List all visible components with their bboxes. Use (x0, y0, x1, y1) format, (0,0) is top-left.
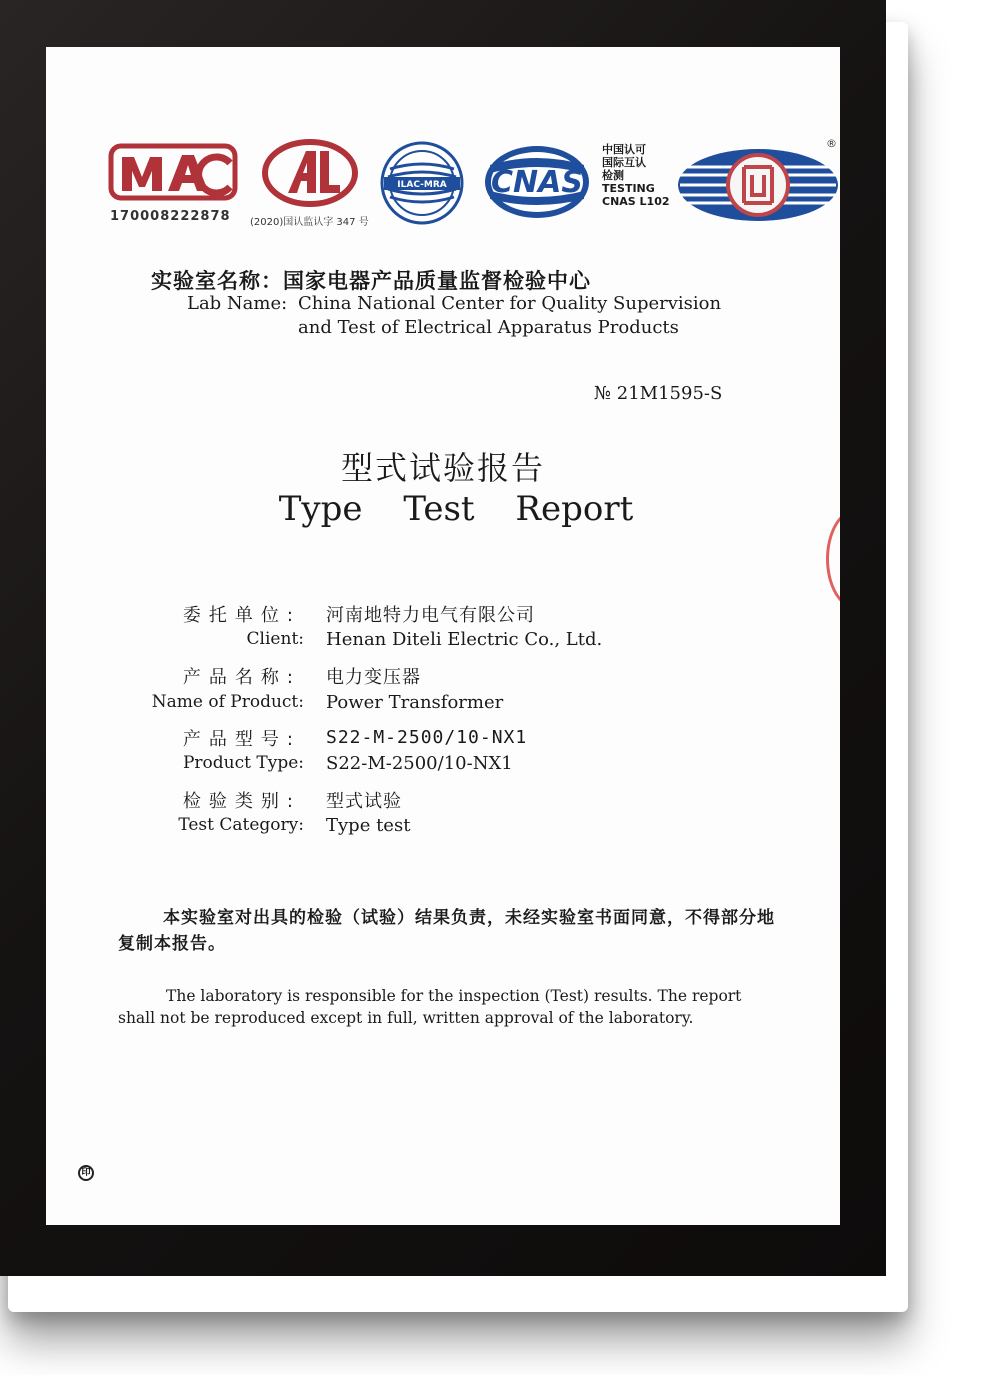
cnas-en-line2: CNAS L102 (602, 195, 670, 208)
lab-name-label: Lab Name: (187, 293, 288, 314)
product-name-label-cn: 产品名称: (182, 667, 301, 688)
product-name-label-en: Name of Product: (151, 692, 304, 712)
product-name-value-en: Power Transformer (326, 692, 504, 713)
test-category-value-cn: 型式试验 (326, 791, 402, 812)
client-value-cn: 河南地特力电气有限公司 (326, 605, 535, 626)
cnas-logo (482, 143, 592, 221)
cal-number: (2020)国认监认字 347 号 (250, 217, 369, 228)
report-number: № 21M1595-S (594, 383, 723, 404)
certificate-paper (46, 47, 840, 1225)
product-type-label-en: Product Type: (182, 753, 304, 773)
registered-mark: ® (826, 137, 837, 150)
product-name-value-cn: 电力变压器 (326, 667, 421, 688)
cal-logo (250, 139, 369, 228)
report-title-cn: 型式试验报告 (340, 449, 545, 487)
cnas-en-line1: TESTING (602, 182, 655, 195)
product-type-label-cn: 产品型号: (182, 729, 301, 750)
report-title-en: Type Test Report (278, 489, 634, 529)
client-label-en: Client: (246, 629, 304, 649)
svg-text:ILAC-MRA: ILAC-MRA (397, 180, 447, 190)
test-category-value-en: Type test (326, 815, 411, 836)
test-category-label-en: Test Category: (178, 815, 304, 835)
cnas-caption (602, 143, 670, 208)
lab-name-en-line2: and Test of Electrical Apparatus Products (298, 317, 679, 338)
product-type-value-en: S22-M-2500/10-NX1 (326, 753, 513, 774)
client-value-en: Henan Diteli Electric Co., Ltd. (326, 629, 603, 650)
disclaimer-en: The laboratory is responsible for the inspection (Test) results. The report shall not be reproduced except in full, written approval of the laboratory. (118, 987, 742, 1027)
lab-name-en-line1: China National Center for Quality Supervision (298, 293, 722, 314)
lab-name-cn: 实验室名称：国家电器产品质量监督检验中心 (151, 269, 591, 293)
cnas-logo-text: CNAS (491, 165, 583, 200)
test-category-label-cn: 检验类别: (182, 791, 301, 812)
disclaimer-cn: 本实验室对出具的检验（试验）结果负责，未经实验室书面同意，不得部分地复制本报告。 (118, 908, 775, 954)
client-label-cn: 委托单位: (182, 605, 301, 626)
cnas-cn-line3: 检测 (602, 169, 624, 182)
cma-number: 170008222878 (110, 209, 231, 224)
ilac-mra-logo (376, 141, 468, 225)
certification-logo (676, 137, 840, 225)
cnas-cn-line2: 国际互认 (602, 156, 646, 169)
product-type-value-cn: S22-M-2500/10-NX1 (326, 727, 528, 748)
print-mark-icon: 印 (78, 1165, 94, 1181)
cnas-cn-line1: 中国认可 (602, 143, 646, 156)
cma-logo (108, 143, 240, 225)
